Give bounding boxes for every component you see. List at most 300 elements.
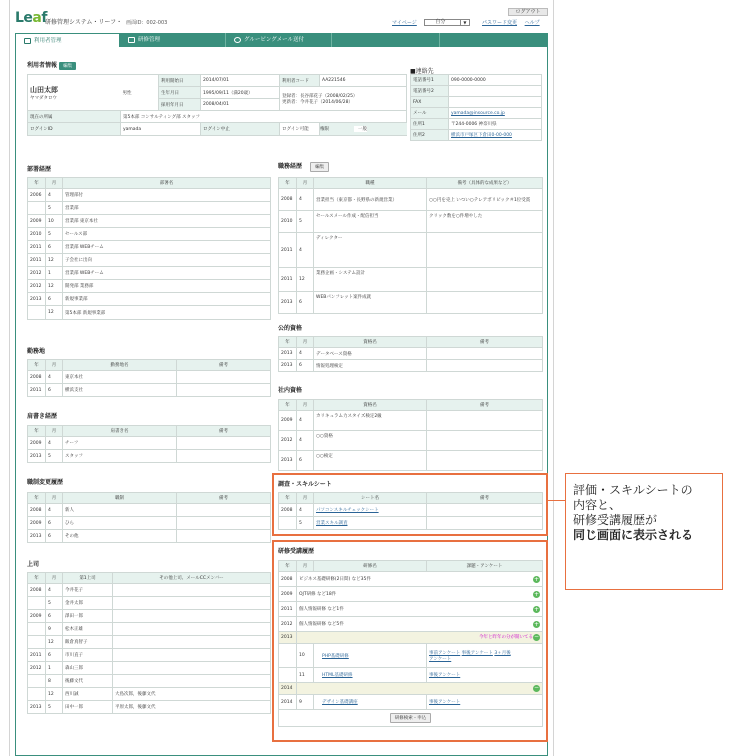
table-cell: ○○検定 — [314, 451, 427, 471]
table-cell: 2008 — [279, 189, 297, 211]
titles-title: 肩書き経歴 — [27, 413, 58, 420]
table-row — [28, 75, 407, 87]
table-row — [28, 610, 271, 623]
table-cell: 6 — [46, 530, 63, 543]
career-table — [278, 177, 543, 314]
training-title: 研修受講履歴 — [278, 548, 315, 555]
table-cell — [113, 597, 271, 610]
table-cell: 管理部付 — [63, 189, 271, 202]
table-cell — [427, 431, 543, 451]
inhouse-table — [278, 399, 543, 471]
table-row — [279, 178, 543, 189]
help-link[interactable]: ヘルプ — [524, 20, 540, 26]
table-header-cell: 月 — [46, 573, 63, 584]
table-cell: 第5本部 コンサルティング部 スタッフ — [121, 111, 407, 123]
table-header-cell: 年 — [279, 337, 297, 348]
table-cell: 11 — [297, 668, 314, 683]
contact-title: ■連絡先 — [410, 68, 434, 75]
table-row — [28, 450, 271, 463]
table-cell — [177, 517, 271, 530]
table-cell — [28, 202, 46, 215]
table-row — [28, 675, 271, 688]
table-cell: 2011 — [28, 649, 46, 662]
table-row — [279, 431, 543, 451]
dept-title: 部署経歴 — [27, 166, 52, 173]
collapse-minus-icon[interactable]: − — [533, 633, 540, 640]
text-label: f — [41, 10, 47, 26]
table-cell: 12 — [46, 280, 63, 293]
callout-box: 評価・スキルシートの 内容と、 研修受講履歴が 同じ画面に表示される — [565, 473, 723, 590]
table-cell: 平原太郎，後藤文代 — [113, 701, 271, 714]
table-cell: 新規事業部 — [63, 293, 271, 306]
course-link[interactable]: HTML基礎研修 — [322, 673, 353, 678]
table-header-cell: 職種 — [314, 178, 427, 189]
text-label: 一般 — [354, 126, 367, 132]
table-cell: ログイン可能 — [280, 123, 320, 136]
table-cell: WEBパンフレット案件成就 — [314, 292, 427, 314]
table-cell: 5 — [297, 211, 314, 233]
table-row — [28, 228, 271, 241]
table-header-cell: 備考 — [427, 400, 543, 411]
table-cell: 4 — [297, 233, 314, 268]
table-row — [279, 348, 543, 360]
table-row — [279, 337, 543, 348]
table-cell: 飯倉真智子 — [63, 636, 113, 649]
tab-user[interactable] — [15, 33, 120, 47]
logout-button[interactable]: ログアウト — [508, 8, 548, 16]
text-label: 個人情報研修 など1件 — [299, 606, 344, 612]
password-link[interactable]: パスワード変更 — [482, 20, 518, 26]
inhouse-title: 社内資格 — [278, 387, 303, 394]
table-row — [411, 108, 542, 119]
table-header-cell: 第1上司 — [63, 573, 113, 584]
text-label: 利用者情報 — [27, 62, 58, 69]
table-cell — [113, 584, 271, 597]
table-cell: 2012 — [28, 662, 46, 675]
table-cell: 大島次郎，後藤文代 — [113, 688, 271, 701]
table-cell: 情報処理検定 — [314, 360, 427, 372]
table-cell: 電話番号1 — [411, 75, 449, 86]
text-label: 研修管理システム・リーフ・ — [45, 19, 123, 26]
open-note: 今年と昨年の分が開いてる — [479, 635, 533, 640]
screen-id: 画面ID：002-003 — [126, 20, 168, 26]
skill-title: 調査・スキルシート — [278, 481, 332, 488]
survey-link[interactable]: 3ヶ月後 — [494, 650, 511, 656]
table-row — [28, 254, 271, 267]
table-cell — [28, 306, 46, 320]
table-row — [279, 211, 543, 233]
course-link[interactable]: デザイン基礎講座 — [322, 700, 358, 705]
table-cell: 4 — [46, 504, 63, 517]
table-cell — [177, 504, 271, 517]
table-cell: セールスメール作成・配信担当 — [314, 211, 427, 233]
table-cell: 松木正雄 — [63, 623, 113, 636]
screen-icon — [128, 37, 135, 43]
text-label: 研修管理 — [138, 37, 161, 43]
table-row — [28, 111, 407, 123]
table-cell: 田中一郎 — [63, 701, 113, 714]
text-label: 権限 — [320, 127, 329, 132]
table-cell: 2009 — [28, 610, 46, 623]
table-cell: 第5本部 新規事業部 — [63, 306, 271, 320]
course-link[interactable]: PHP基礎研修 — [322, 653, 349, 659]
expand-plus-icon[interactable]: + — [533, 590, 540, 598]
table-cell: 2013 — [28, 293, 46, 306]
table-cell: カリキュラム力スタイズ検定2級 — [314, 411, 427, 431]
table-cell — [113, 636, 271, 649]
table-cell: 現在の所属 — [28, 111, 121, 123]
dept-table — [27, 177, 271, 320]
table-cell — [449, 86, 542, 97]
table-cell: 2014/07/01 — [201, 75, 280, 87]
table-cell — [177, 450, 271, 463]
table-header-cell: 月 — [46, 493, 63, 504]
user-name: 山田太郎 — [30, 85, 58, 94]
table-cell — [427, 268, 543, 292]
survey-link[interactable]: 事後アンケート — [461, 650, 493, 656]
survey-link[interactable]: アンケート — [429, 656, 452, 662]
table-header-cell: 年 — [279, 561, 297, 572]
user-info-table — [27, 74, 407, 136]
table-cell — [427, 233, 543, 268]
table-cell: 4 — [297, 431, 314, 451]
text-label: ビジネス基礎研修(2日間) など35件 — [299, 576, 371, 582]
table-cell: 業務企画・システム設計 — [314, 268, 427, 292]
table-row — [28, 636, 271, 649]
table-header-cell: 年 — [28, 573, 46, 584]
text-label: 利用者管理 — [34, 37, 62, 44]
mypage-link[interactable]: マイページ — [392, 20, 417, 26]
table-cell: スタッフ — [63, 450, 177, 463]
table-row — [279, 268, 543, 292]
survey-link[interactable]: 事前アンケート — [429, 650, 461, 656]
table-row — [411, 130, 542, 141]
text-label: OJT研修 など18件 — [299, 591, 337, 597]
table-cell: 1995/09/11（満20歳） — [201, 87, 280, 99]
table-cell: セールス部 — [63, 228, 271, 241]
table-row — [279, 400, 543, 411]
skill-sheet-link[interactable]: 営業スキル調査 — [314, 517, 427, 530]
rank-title: 職制変更履歴 — [27, 479, 64, 486]
table-row — [28, 267, 271, 280]
table-cell: 4 — [297, 411, 314, 431]
table-cell — [28, 688, 46, 701]
table-cell: 4 — [46, 584, 63, 597]
table-cell: その他 — [63, 530, 177, 543]
table-cell: 2008/04/01 — [201, 99, 280, 111]
tab-training[interactable] — [120, 33, 226, 47]
table-cell: 2011 — [28, 254, 46, 267]
address-link[interactable]: 横浜市戸塚区下倉田0-00-000 — [449, 130, 542, 141]
survey-link[interactable]: 事後アンケート — [429, 673, 461, 678]
table-cell: 9 — [46, 623, 63, 636]
table-cell: 市川直子 — [63, 649, 113, 662]
table-cell: 6 — [46, 649, 63, 662]
table-cell: 6 — [297, 360, 314, 372]
table-cell: 4 — [46, 371, 63, 384]
app-logo[interactable] — [15, 10, 47, 26]
table-cell: 10 — [297, 644, 314, 668]
table-row — [279, 292, 543, 314]
table-cell — [28, 597, 46, 610]
table-cell: 2009 — [28, 517, 46, 530]
table-cell: 2013 — [28, 701, 46, 714]
table-row — [28, 306, 271, 320]
table-cell — [113, 675, 271, 688]
table-header-cell: 備考 — [177, 360, 271, 371]
table-row — [28, 530, 271, 543]
table-cell — [113, 623, 271, 636]
role-select[interactable]: 自分 ▼ — [424, 19, 470, 26]
table-cell: 1 — [46, 662, 63, 675]
table-cell: 5 — [297, 517, 314, 530]
table-cell: 4 — [46, 189, 63, 202]
skill-sheet-link[interactable]: パソコンスキルチェックシート — [314, 504, 427, 517]
table-cell: 2013 — [279, 451, 297, 471]
top-links — [392, 19, 546, 26]
table-cell: ○○資格 — [314, 431, 427, 451]
table-header-cell: 年 — [279, 400, 297, 411]
table-cell: 2013 — [279, 360, 297, 372]
table-cell: 後藤文代 — [63, 675, 113, 688]
table-row — [28, 437, 271, 450]
table-cell: 2011 — [279, 233, 297, 268]
table-cell: 12 — [46, 254, 63, 267]
table-header-cell: 月 — [46, 178, 63, 189]
table-cell: 2006 — [28, 189, 46, 202]
table-header-cell: 部署名 — [63, 178, 271, 189]
table-cell: 登録者：長谷部花子（2008/02/25） 更新者：今井花子（2014/06/28） — [280, 87, 407, 111]
table-header-cell: 月 — [297, 561, 314, 572]
table-cell: 2012 — [279, 617, 297, 632]
table-header-cell: 肩書き名 — [63, 426, 177, 437]
table-cell: 開発部 業務部 — [63, 280, 271, 293]
table-cell: データベース資格 — [314, 348, 427, 360]
table-cell — [28, 675, 46, 688]
table-cell: 営業部 — [63, 202, 271, 215]
table-header-cell: 課題・アンケート — [427, 561, 543, 572]
table-cell: 2013 — [279, 632, 297, 644]
work-title: 勤務地 — [27, 348, 46, 355]
table-cell: 4 — [297, 504, 314, 517]
table-header-cell: 備考（具体的な成果など） — [427, 178, 543, 189]
table-cell: 2008 — [28, 504, 46, 517]
titles-table — [27, 425, 271, 463]
table-row — [28, 123, 407, 136]
table-header-cell: 年 — [279, 493, 297, 504]
table-row — [28, 597, 271, 610]
table-cell: チーフ — [63, 437, 177, 450]
table-cell: 2012 — [28, 267, 46, 280]
table-cell: ひら — [63, 517, 177, 530]
table-cell — [427, 360, 543, 372]
table-row — [28, 280, 271, 293]
table-cell — [427, 451, 543, 471]
table-cell: 2010 — [279, 211, 297, 233]
table-header-cell: 資格名 — [314, 400, 427, 411]
collapse-minus-icon[interactable]: − — [533, 684, 540, 691]
table-cell: 1 — [46, 267, 63, 280]
text-label: グルーピングメール送付 — [244, 37, 305, 43]
table-cell: 2013 — [28, 450, 46, 463]
table-cell: 2012 — [28, 280, 46, 293]
table-cell: 5 — [46, 202, 63, 215]
table-row — [28, 426, 271, 437]
table-cell: 6 — [46, 384, 63, 397]
table-row — [28, 649, 271, 662]
table-cell: 6 — [46, 241, 63, 254]
table-header-cell: 資格名 — [314, 337, 427, 348]
table-row — [28, 623, 271, 636]
table-cell — [113, 662, 271, 675]
table-cell: 今井花子 — [63, 584, 113, 597]
table-row — [28, 662, 271, 675]
table-cell — [177, 437, 271, 450]
table-row — [28, 293, 271, 306]
table-cell: 9 — [297, 695, 314, 710]
group-icon — [234, 37, 241, 43]
table-cell: 4 — [46, 437, 63, 450]
table-cell: 2009 — [279, 587, 297, 602]
table-cell: 2014 — [279, 695, 297, 710]
table-cell: 利用者コード — [280, 75, 320, 87]
table-cell: 12 — [297, 268, 314, 292]
table-row — [28, 384, 271, 397]
table-header-cell: 備考 — [427, 337, 543, 348]
highlight-skill — [272, 473, 548, 536]
table-cell: 12 — [46, 688, 63, 701]
table-cell: yamada — [121, 123, 201, 136]
table-cell: 2008 — [279, 572, 297, 587]
text-label: Le — [15, 10, 33, 26]
table-cell: 新人 — [63, 504, 177, 517]
table-row — [28, 584, 271, 597]
table-row — [411, 119, 542, 130]
user-edit-button[interactable]: 編集 — [59, 62, 76, 70]
table-cell: 5 — [46, 228, 63, 241]
email-link[interactable]: yamada@insource.co.jp — [449, 108, 542, 119]
tab-mail[interactable] — [226, 33, 332, 47]
table-cell: 2014 — [279, 683, 297, 695]
table-row — [28, 202, 271, 215]
table-cell: 営業部 東京本社 — [63, 215, 271, 228]
table-cell: 2008 — [28, 371, 46, 384]
chevron-down-icon: ▼ — [460, 20, 468, 25]
table-cell: 2011 — [28, 241, 46, 254]
table-cell: 5 — [46, 701, 63, 714]
table-header-cell: 研修名 — [314, 561, 427, 572]
pub-table — [278, 336, 543, 372]
table-cell: 2008 — [28, 584, 46, 597]
table-cell: ○○円を売上 いつい○テレアポリピック＃1位受賞 — [427, 189, 543, 211]
user-gender: 男性 — [121, 75, 159, 111]
table-row — [28, 360, 271, 371]
boss-table — [27, 572, 271, 714]
table-cell: 住所1 — [411, 119, 449, 130]
table-header-cell: 備考 — [177, 426, 271, 437]
career-edit-button[interactable]: 編集 — [310, 162, 329, 172]
table-cell: 4 — [297, 189, 314, 211]
table-cell — [427, 292, 543, 314]
table-cell: 電話番号2 — [411, 86, 449, 97]
expand-plus-icon[interactable]: + — [533, 620, 540, 628]
table-cell: 6 — [46, 517, 63, 530]
table-header-cell: 年 — [28, 178, 46, 189]
table-cell: 森山三郎 — [63, 662, 113, 675]
career-title — [278, 161, 329, 172]
table-header-cell: 年 — [28, 360, 46, 371]
table-cell: 090-0000-0000 — [449, 75, 542, 86]
table-cell: 澤田一郎 — [63, 610, 113, 623]
table-cell: 10 — [46, 215, 63, 228]
text-label: 個人情報研修 など5件 — [299, 621, 344, 627]
table-row — [28, 371, 271, 384]
table-cell: 横浜支社 — [63, 384, 177, 397]
table-cell: 2011 — [28, 384, 46, 397]
table-cell — [113, 649, 271, 662]
table-cell: 2011 — [279, 602, 297, 617]
table-cell: 6 — [46, 610, 63, 623]
table-header-cell: 月 — [46, 426, 63, 437]
table-cell — [427, 348, 543, 360]
table-row — [279, 189, 543, 211]
training-search-button[interactable]: 研修検索・申込 — [390, 713, 432, 723]
user-kana: ヤマダタロウ — [30, 95, 57, 101]
table-header-cell: 月 — [297, 337, 314, 348]
table-header-cell: 年 — [28, 426, 46, 437]
table-cell — [320, 123, 407, 136]
expand-plus-icon[interactable]: + — [533, 575, 540, 583]
table-row — [279, 360, 543, 372]
survey-link[interactable]: 事後アンケート — [429, 700, 461, 705]
table-row — [28, 517, 271, 530]
expand-plus-icon[interactable]: + — [533, 605, 540, 613]
table-row — [28, 701, 271, 714]
text-label: 職務経歴 — [278, 163, 303, 170]
table-cell: 2008 — [279, 504, 297, 517]
table-cell: 利用開始日 — [159, 75, 201, 87]
table-row — [28, 688, 271, 701]
table-header-cell: 勤務地名 — [63, 360, 177, 371]
table-cell: 5 — [46, 597, 63, 610]
table-header-cell: 備考 — [427, 493, 543, 504]
table-cell: 2010 — [28, 228, 46, 241]
table-row — [279, 451, 543, 471]
table-row — [411, 86, 542, 97]
table-header-cell: 年 — [279, 178, 297, 189]
table-cell — [177, 530, 271, 543]
table-row — [411, 75, 542, 86]
table-row — [28, 573, 271, 584]
table-row — [28, 215, 271, 228]
table-cell: 12 — [46, 636, 63, 649]
table-cell: 6 — [46, 293, 63, 306]
table-cell: 2012 — [279, 431, 297, 451]
table-cell: 生年月日 — [159, 87, 201, 99]
table-cell: 営業部 WEBチーム — [63, 241, 271, 254]
work-table — [27, 359, 271, 397]
table-cell — [177, 371, 271, 384]
rank-table — [27, 492, 271, 543]
contact-table — [410, 74, 542, 141]
table-cell: 6 — [297, 292, 314, 314]
table-header-cell: シート名 — [314, 493, 427, 504]
table-cell: ログイン中止 — [201, 123, 280, 136]
table-cell: 6 — [297, 451, 314, 471]
table-cell: 金井太郎 — [63, 597, 113, 610]
table-row — [411, 97, 542, 108]
table-cell: FAX — [411, 97, 449, 108]
